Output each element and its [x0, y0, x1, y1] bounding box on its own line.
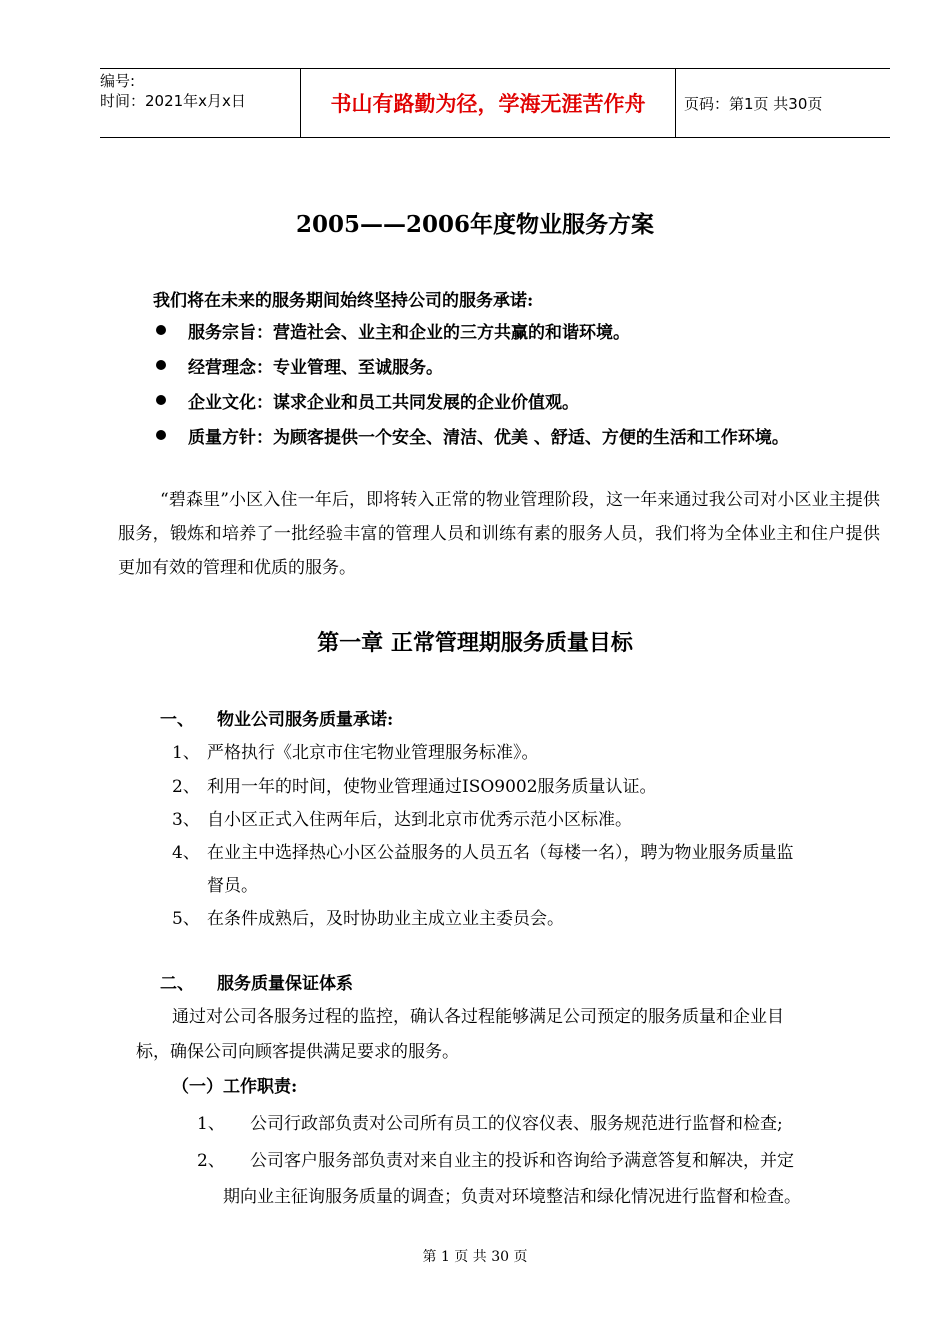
- section2-paragraph: 通过对公司各服务过程的监控，确认各过程能够满足公司预定的服务质量和企业目: [172, 1007, 784, 1027]
- duty-item-continued: 期向业主征询服务质量的调查；负责对环境整洁和绿化情况进行监督和检查。: [223, 1187, 801, 1207]
- list-number: 4、: [172, 843, 200, 863]
- list-item: 在条件成熟后，及时协助业主成立业主委员会。: [207, 909, 564, 929]
- bullet-dot-icon: [156, 395, 166, 405]
- list-item: 自小区正式入住两年后，达到北京市优秀示范小区标准。: [207, 810, 632, 830]
- list-item-continued: 督员。: [207, 876, 258, 896]
- section2-paragraph-continued: 标，确保公司向顾客提供满足要求的服务。: [136, 1042, 459, 1062]
- chapter-title: 第一章 正常管理期服务质量目标: [317, 630, 633, 656]
- header-slogan: 书山有路勤为径，学海无涯苦作舟: [301, 69, 676, 137]
- duty-number: 2、: [197, 1151, 225, 1171]
- number-label: 编号:: [100, 72, 136, 90]
- list-number: 1、: [172, 743, 200, 763]
- header-page-info: 页码：第1页 共30页: [684, 94, 823, 113]
- intro-lead: 我们将在未来的服务期间始终坚持公司的服务承诺:: [153, 291, 534, 311]
- list-number: 5、: [172, 909, 200, 929]
- duty-item: 公司行政部负责对公司所有员工的仪容仪表、服务规范进行监督和检查;: [250, 1114, 783, 1134]
- intro-bullet: 企业文化：谋求企业和员工共同发展的企业价值观。: [188, 393, 579, 413]
- list-item: 在业主中选择热心小区公益服务的人员五名（每楼一名），聘为物业服务质量监: [207, 843, 794, 863]
- intro-bullet: 服务宗旨：营造社会、业主和企业的三方共赢的和谐环境。: [188, 323, 630, 343]
- section1-number: 一、: [160, 710, 194, 730]
- document-title: 2005——2006年度物业服务方案: [295, 211, 655, 238]
- intro-bullet: 经营理念：专业管理、至诚服务。: [188, 358, 443, 378]
- section2-heading: 服务质量保证体系: [217, 974, 353, 994]
- list-item: 严格执行《北京市住宅物业管理服务标准》。: [207, 743, 539, 763]
- time-label: 时间：2021年x月x日: [100, 92, 246, 110]
- intro-paragraph: “碧森里”小区入住一年后，即将转入正常的物业管理阶段，这一年来通过我公司对小区业主提供服务，锻炼和培养了一批经验丰富的管理人员和训练有素的服务人员，我们将为全体业主和住户提供更加有效的管理和优质的服务。: [118, 490, 880, 578]
- duty-item: 公司客户服务部负责对来自业主的投诉和咨询给予满意答复和解决，并定: [250, 1151, 794, 1171]
- list-number: 2、: [172, 777, 200, 797]
- list-item: 利用一年的时间，使物业管理通过ISO9002服务质量认证。: [207, 777, 657, 797]
- duty-number: 1、: [197, 1114, 225, 1134]
- page-footer: 第 1 页 共 30 页: [422, 1249, 528, 1265]
- section2-number: 二、: [160, 974, 194, 994]
- list-number: 3、: [172, 810, 200, 830]
- section1-heading: 物业公司服务质量承诺:: [217, 710, 394, 730]
- intro-bullet: 质量方针：为顾客提供一个安全、清洁、优美 、舒适、方便的生活和工作环境。: [188, 428, 789, 448]
- bullet-dot-icon: [156, 430, 166, 440]
- bullet-dot-icon: [156, 325, 166, 335]
- header-left-cell: [100, 69, 301, 137]
- bullet-dot-icon: [156, 360, 166, 370]
- header-table: [100, 68, 890, 138]
- sub-heading: （一）工作职责:: [172, 1077, 298, 1097]
